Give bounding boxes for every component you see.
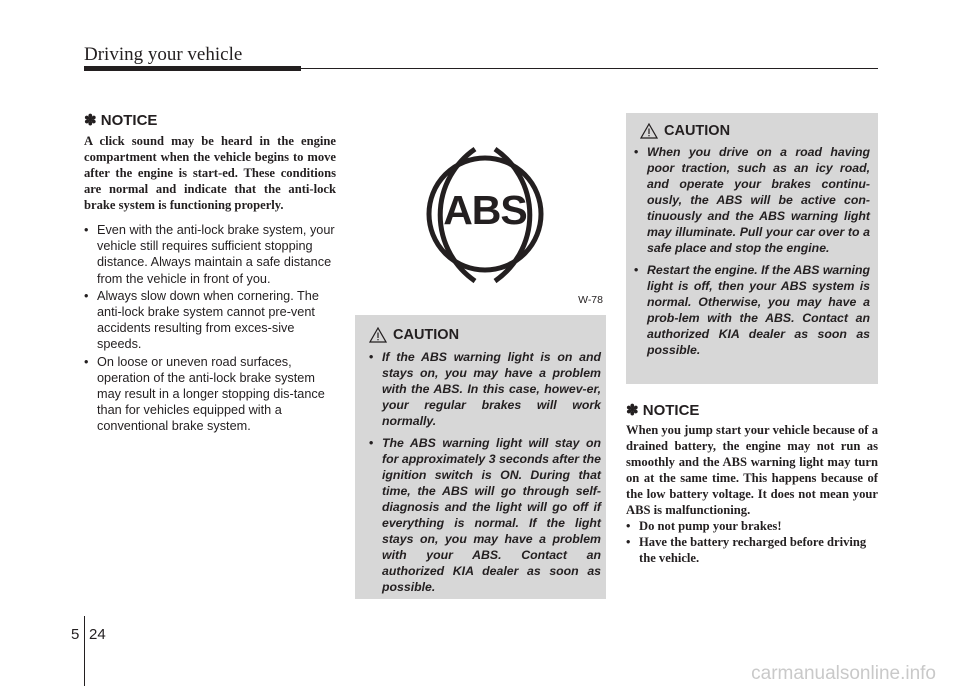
list-item: • The ABS warning light will stay on for approximately 3 seconds after the ignition switch is ON. During that time, the ABS will go through self-diagnosis and the light will go off if everything is normal. If the light stays on, you may have a problem with your ABS. Contact an authorized KIA dealer as soon as possible. [369,436,601,594]
chapter-number: 5 [71,626,80,643]
caution-bullet-list [634,144,870,364]
caution-box-1 [355,315,606,599]
watermark: carmanualsonline.info [751,663,936,684]
notice-heading: ✽ NOTICE [84,112,158,129]
caution-title: CAUTION [369,327,459,343]
figure-label: W-78 [578,294,603,306]
list-item: • If the ABS warning light is on and stays on, you may have a problem with the ABS. In this case, howev-er, your regular brakes will work normally. [369,350,601,428]
abs-indicator-figure [355,113,606,310]
list-item: • On loose or uneven road surfaces, operation of the anti-lock brake system may result in a longer stopping dis-tance than for vehicles equipped with a conventional brake system. [84,354,325,434]
caution-bullet-list [369,349,601,601]
warning-triangle-icon [369,327,387,343]
list-item: • Always slow down when cornering. The anti-lock brake system cannot pre-vent accidents resulting from exces-sive speeds. [84,288,319,352]
list-item: • Have the battery recharged before driving the vehicle. [626,535,867,565]
list-item: • When you drive on a road having poor traction, such as an icy road, and operate your brakes continu-ously, the ABS will be active con-tinuously and the ABS warning light may illuminate. Pull your car over to a safe place and stop the engine. [634,145,870,255]
notice-section-2 [626,401,878,566]
notice-section-1 [84,111,336,436]
warning-triangle-icon [640,123,658,139]
notice-body: A click sound may be heard in the engine compartment when the vehicle begins to move after the engine is start-ed. These conditions are normal and indicate that the anti-lock brake system is functioning properly. [84,134,336,212]
notice-body: When you jump start your vehicle because of a drained battery, the engine may not run as smoothly and the ABS warning light may turn on at the same time. This happens because of the low battery voltage. It does not mean your ABS is malfunctioning. [626,423,878,517]
abs-indicator-text: ABS [443,187,527,233]
page-header-title: Driving your vehicle [84,44,243,65]
notice-bullet-list [626,518,878,566]
list-item: • Even with the anti-lock brake system, your vehicle still requires sufficient stopping distance. Always maintain a safe distance from the vehicle in front of you. [84,223,335,286]
list-item: • Do not pump your brakes! [626,519,782,533]
header-thin-rule [300,68,878,69]
header-thick-rule [84,66,301,71]
list-item: • Restart the engine. If the ABS warning light is off, then your ABS system is normal. Otherwise, you may have a prob-lem with the ABS. Contact an authorized KIA dealer as soon as possible. [634,263,870,357]
notice-heading: ✽ NOTICE [626,402,700,419]
notice-bullet-list [84,222,336,435]
caution-title: CAUTION [640,123,730,139]
footer-divider [84,616,85,686]
page-number: 24 [89,626,106,643]
caution-box-2 [626,113,878,384]
